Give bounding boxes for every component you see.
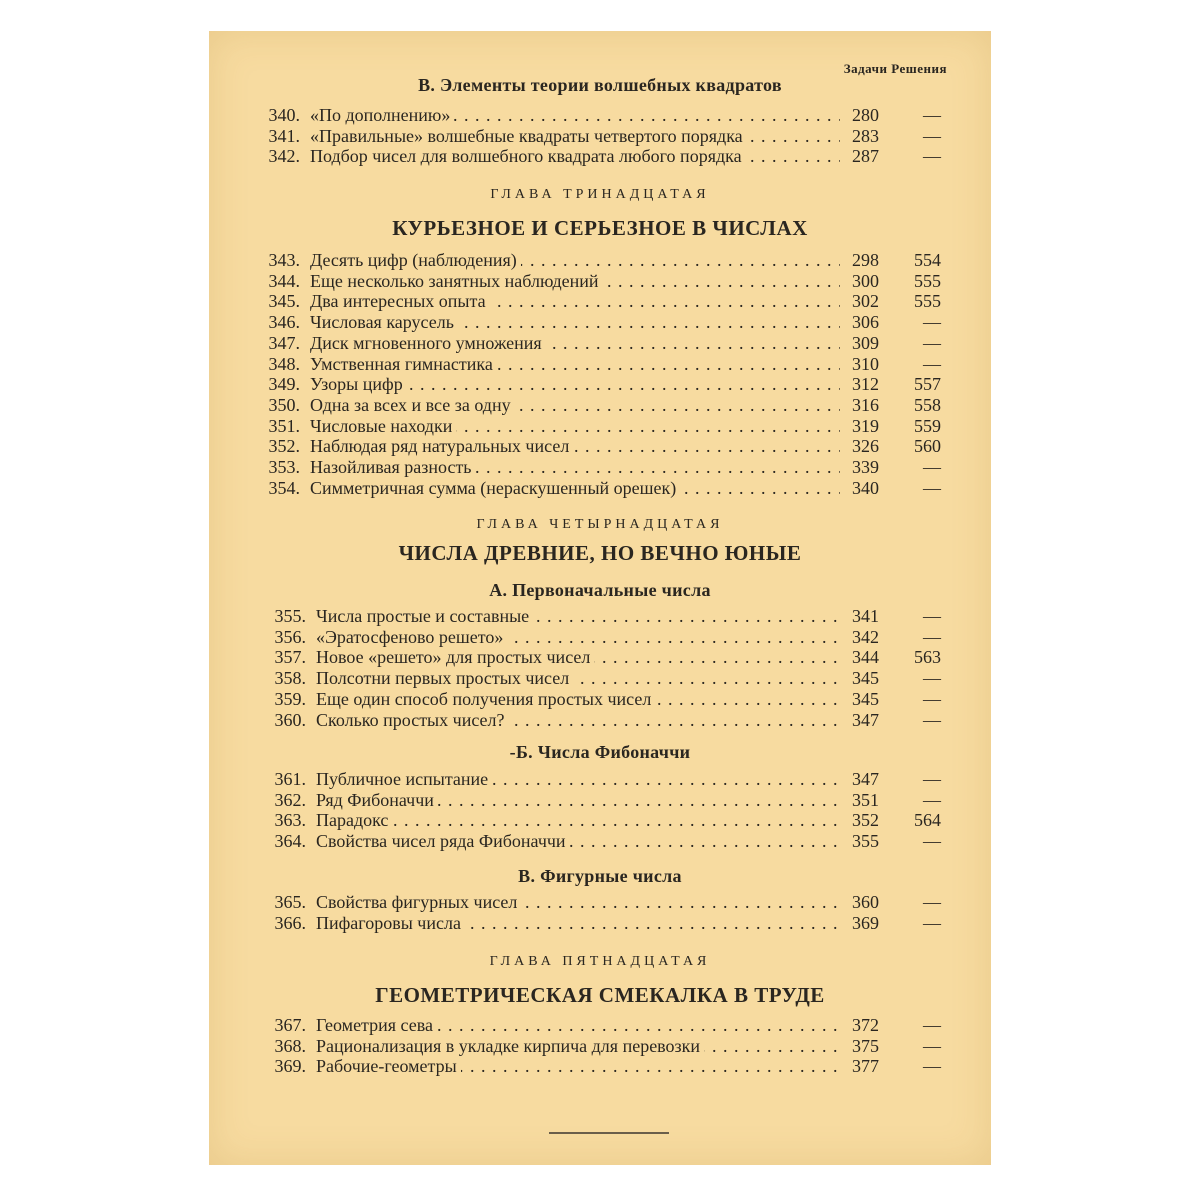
toc-page: 326 bbox=[852, 436, 879, 457]
toc-number: 342. bbox=[268, 146, 300, 167]
toc-solution-page: — bbox=[923, 606, 941, 626]
toc-row bbox=[209, 105, 991, 126]
toc-number: 362. bbox=[274, 789, 306, 810]
toc-solution-page: 558 bbox=[914, 394, 941, 415]
toc-page: 345 bbox=[852, 668, 879, 689]
toc-row bbox=[209, 395, 991, 416]
toc-solution-page: — bbox=[923, 688, 941, 709]
toc-row bbox=[209, 416, 991, 437]
toc-number: 367. bbox=[274, 1015, 306, 1035]
toc-page: 355 bbox=[852, 831, 879, 852]
toc-solution-page: 557 bbox=[914, 374, 941, 395]
toc-number: 341. bbox=[268, 125, 300, 146]
toc-row bbox=[209, 1036, 991, 1057]
toc-row bbox=[209, 831, 991, 852]
end-rule bbox=[549, 1132, 669, 1134]
toc-solution-page: — bbox=[923, 477, 941, 498]
toc-page: 342 bbox=[852, 626, 879, 647]
toc-title: Свойства фигурных чисел . . . bbox=[316, 892, 840, 913]
toc-page: 300 bbox=[852, 270, 879, 291]
toc-title: Пифагоровы числа . . . bbox=[316, 913, 840, 934]
toc-solution-page: — bbox=[923, 457, 941, 477]
toc-row bbox=[209, 647, 991, 668]
toc-title: Ряд Фибоначчи . . . bbox=[316, 790, 840, 811]
toc-title: Числовая карусель . . . bbox=[310, 312, 840, 333]
toc-solution-page: 559 bbox=[914, 415, 941, 436]
toc-number: 368. bbox=[274, 1035, 306, 1056]
chapter-title-14: ЧИСЛА ДРЕВНИЕ, НО ВЕЧНО ЮНЫЕ bbox=[398, 541, 802, 565]
toc-row bbox=[209, 457, 991, 478]
toc-number: 340. bbox=[268, 105, 300, 125]
book-page bbox=[209, 31, 991, 1165]
toc-title: Еще один способ получения простых чисел . . . bbox=[316, 689, 840, 710]
toc-solution-page: — bbox=[923, 105, 941, 125]
toc-solution-page: — bbox=[923, 125, 941, 146]
toc-row bbox=[209, 333, 991, 354]
toc-row bbox=[209, 1015, 991, 1036]
toc-solution-page: — bbox=[923, 831, 941, 852]
toc-solution-page: — bbox=[923, 1056, 941, 1077]
toc-solution-page: 564 bbox=[914, 810, 941, 831]
toc-solution-page: — bbox=[923, 789, 941, 810]
toc-number: 347. bbox=[268, 332, 300, 353]
toc-row bbox=[209, 668, 991, 689]
toc-title: Наблюдая ряд натуральных чисел . . . bbox=[310, 436, 840, 457]
toc-title: Узоры цифр . . . bbox=[310, 374, 840, 395]
toc-page: 340 bbox=[852, 477, 879, 498]
toc-title: «Правильные» волшебные квадраты четвертого порядка . . . bbox=[310, 126, 840, 147]
subsection-title-c: В. Фигурные числа bbox=[518, 866, 682, 886]
toc-page: 306 bbox=[852, 312, 879, 333]
toc-number: 361. bbox=[274, 769, 306, 789]
toc-number: 360. bbox=[274, 709, 306, 730]
subsection-title-b: -Б. Числа Фибоначчи bbox=[509, 742, 691, 762]
toc-row bbox=[209, 291, 991, 312]
toc-page: 351 bbox=[852, 789, 879, 810]
toc-page: 316 bbox=[852, 394, 879, 415]
toc-solution-page: — bbox=[923, 892, 941, 912]
toc-page: 341 bbox=[852, 606, 879, 626]
toc-number: 344. bbox=[268, 270, 300, 291]
toc-title: Числовые находки . . . bbox=[310, 416, 840, 437]
toc-row bbox=[209, 146, 991, 167]
toc-title: Полсотни первых простых чисел . . . bbox=[316, 668, 840, 689]
toc-title: «По дополнению» . . . bbox=[310, 105, 840, 126]
toc-number: 351. bbox=[268, 415, 300, 436]
toc-page: 347 bbox=[852, 709, 879, 730]
toc-solution-page: — bbox=[923, 353, 941, 374]
toc-page: 283 bbox=[852, 125, 879, 146]
toc-number: 364. bbox=[274, 831, 306, 852]
chapter-title-15: ГЕОМЕТРИЧЕСКАЯ СМЕКАЛКА В ТРУДЕ bbox=[375, 983, 825, 1007]
toc-page: 372 bbox=[852, 1015, 879, 1035]
toc-page: 352 bbox=[852, 810, 879, 831]
toc-title: Назойливая разность . . . bbox=[310, 457, 840, 478]
toc-page: 287 bbox=[852, 146, 879, 167]
toc-solution-page: — bbox=[923, 1015, 941, 1035]
toc-row bbox=[209, 810, 991, 831]
toc-title: Парадокс . . . bbox=[316, 810, 840, 831]
chapter-label-14: ГЛАВА ЧЕТЫРНАДЦАТАЯ bbox=[476, 517, 724, 532]
chapter-label-13: ГЛАВА ТРИНАДЦАТАЯ bbox=[490, 187, 710, 202]
toc-title: Сколько простых чисел? . . . bbox=[316, 710, 840, 731]
toc-number: 365. bbox=[274, 892, 306, 912]
toc-solution-page: — bbox=[923, 146, 941, 167]
toc-title: Симметричная сумма (нераскушенный орешек) . . . bbox=[310, 478, 840, 499]
toc-title: «Эратосфеново решето» . . . bbox=[316, 627, 840, 648]
toc-page: 298 bbox=[852, 250, 879, 270]
toc-page: 319 bbox=[852, 415, 879, 436]
toc-row bbox=[209, 354, 991, 375]
toc-title: Подбор чисел для волшебного квадрата любого порядка . . . bbox=[310, 146, 840, 167]
toc-row bbox=[209, 436, 991, 457]
toc-number: 345. bbox=[268, 291, 300, 312]
toc-row bbox=[209, 250, 991, 271]
toc-title: Еще несколько занятных наблюдений . . . bbox=[310, 271, 840, 292]
toc-solution-page: — bbox=[923, 668, 941, 689]
toc-row bbox=[209, 627, 991, 648]
toc-title: Геометрия сева . . . bbox=[316, 1015, 840, 1036]
toc-number: 366. bbox=[274, 912, 306, 933]
toc-row bbox=[209, 892, 991, 913]
toc-title: Умственная гимнастика . . . bbox=[310, 354, 840, 375]
section-title-magic-squares: В. Элементы теории волшебных квадратов bbox=[418, 75, 782, 95]
toc-title: Диск мгновенного умножения . . . bbox=[310, 333, 840, 354]
toc-page: 360 bbox=[852, 892, 879, 912]
toc-row bbox=[209, 790, 991, 811]
toc-page: 347 bbox=[852, 769, 879, 789]
toc-row bbox=[209, 126, 991, 147]
toc-solution-page: — bbox=[923, 1035, 941, 1056]
toc-page: 310 bbox=[852, 353, 879, 374]
toc-title: Новое «решето» для простых чисел . . . bbox=[316, 647, 840, 668]
toc-number: 363. bbox=[274, 810, 306, 831]
toc-solution-page: — bbox=[923, 312, 941, 333]
toc-title: Свойства чисел ряда Фибоначчи . . . bbox=[316, 831, 840, 852]
toc-number: 369. bbox=[274, 1056, 306, 1077]
toc-row bbox=[209, 913, 991, 934]
toc-solution-page: 563 bbox=[914, 647, 941, 668]
toc-solution-page: — bbox=[923, 912, 941, 933]
toc-page: 375 bbox=[852, 1035, 879, 1056]
toc-page: 309 bbox=[852, 332, 879, 353]
toc-page: 345 bbox=[852, 688, 879, 709]
toc-number: 343. bbox=[268, 250, 300, 270]
toc-row bbox=[209, 689, 991, 710]
toc-number: 355. bbox=[274, 606, 306, 626]
toc-number: 352. bbox=[268, 436, 300, 457]
toc-number: 358. bbox=[274, 668, 306, 689]
toc-number: 357. bbox=[274, 647, 306, 668]
toc-solution-page: — bbox=[923, 709, 941, 730]
toc-title: Рационализация в укладке кирпича для перевозки . . . bbox=[316, 1036, 840, 1057]
chapter-title-13: КУРЬЕЗНОЕ И СЕРЬЕЗНОЕ В ЧИСЛАХ bbox=[392, 216, 808, 240]
toc-row bbox=[209, 769, 991, 790]
toc-row bbox=[209, 478, 991, 499]
toc-row bbox=[209, 606, 991, 627]
toc-solution-page: — bbox=[923, 769, 941, 789]
toc-page: 312 bbox=[852, 374, 879, 395]
toc-solution-page: 554 bbox=[914, 250, 941, 270]
toc-number: 349. bbox=[268, 374, 300, 395]
toc-number: 356. bbox=[274, 626, 306, 647]
toc-title: Десять цифр (наблюдения) . . . bbox=[310, 250, 840, 271]
toc-solution-page: 560 bbox=[914, 436, 941, 457]
toc-row bbox=[209, 374, 991, 395]
toc-number: 350. bbox=[268, 394, 300, 415]
toc-row bbox=[209, 312, 991, 333]
toc-row bbox=[209, 271, 991, 292]
toc-page: 339 bbox=[852, 457, 879, 477]
toc-title: Рабочие-геометры . . . bbox=[316, 1056, 840, 1077]
toc-row bbox=[209, 1056, 991, 1077]
toc-solution-page: — bbox=[923, 626, 941, 647]
toc-solution-page: 555 bbox=[914, 270, 941, 291]
chapter-label-15: ГЛАВА ПЯТНАДЦАТАЯ bbox=[489, 954, 711, 969]
toc-title: Числа простые и составные . . . bbox=[316, 606, 840, 627]
subsection-title-a: А. Первоначальные числа bbox=[489, 580, 711, 600]
toc-number: 354. bbox=[268, 477, 300, 498]
toc-number: 359. bbox=[274, 688, 306, 709]
toc-title: Одна за всех и все за одну . . . bbox=[310, 395, 840, 416]
toc-title: Два интересных опыта . . . bbox=[310, 291, 840, 312]
column-header: Задачи Решения bbox=[843, 61, 947, 76]
toc-number: 348. bbox=[268, 353, 300, 374]
toc-number: 346. bbox=[268, 312, 300, 333]
toc-number: 353. bbox=[268, 457, 300, 477]
toc-title: Публичное испытание . . . bbox=[316, 769, 840, 790]
toc-page: 344 bbox=[852, 647, 879, 668]
toc-page: 302 bbox=[852, 291, 879, 312]
toc-page: 377 bbox=[852, 1056, 879, 1077]
toc-solution-page: — bbox=[923, 332, 941, 353]
toc-solution-page: 555 bbox=[914, 291, 941, 312]
toc-page: 280 bbox=[852, 105, 879, 125]
toc-page: 369 bbox=[852, 912, 879, 933]
toc-row bbox=[209, 710, 991, 731]
